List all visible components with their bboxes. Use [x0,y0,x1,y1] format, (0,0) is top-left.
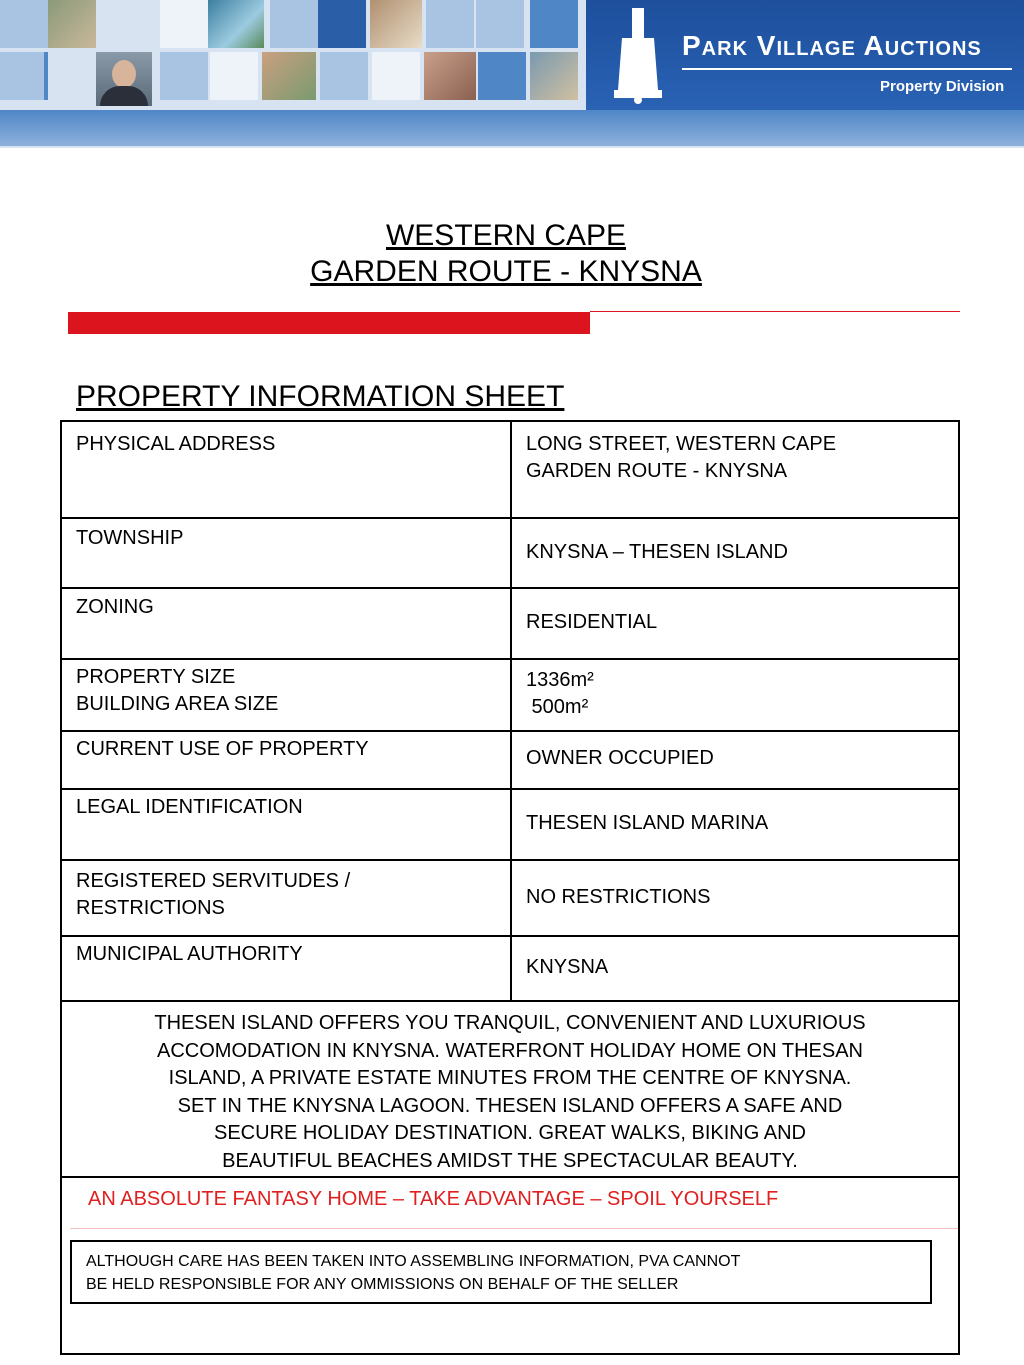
value-text: NO RESTRICTIONS [526,886,711,908]
description-line: ISLAND, A PRIVATE ESTATE MINUTES FROM THE CENTRE OF KNYSNA. [168,1067,852,1089]
value-text: OWNER OCCUPIED [526,747,714,769]
label-text: LEGAL IDENTIFICATION [76,796,303,818]
label-cell [62,732,512,788]
value-cell [512,589,958,658]
property-description [62,1002,958,1178]
row-legal-identification [62,790,958,861]
label-cell [62,937,512,1000]
label-text: PHYSICAL ADDRESS [76,433,276,455]
label-text: TOWNSHIP [76,527,184,549]
label-text: ZONING [76,596,154,618]
value-text: LONG STREET, WESTERN CAPE [526,433,837,455]
description-line: ACCOMODATION IN KNYSNA. WATERFRONT HOLIDAY HOME ON THESAN [157,1039,863,1062]
region-line-1: WESTERN CAPE [385,219,627,252]
value-cell [512,732,958,788]
divider [70,1228,958,1229]
value-text: THESEN ISLAND MARINA [526,812,769,834]
value-text: KNYSNA [526,956,609,978]
accent-bar [68,312,590,334]
label-text: REGISTERED SERVITUDES / [76,870,351,892]
value-cell [512,937,958,1000]
value-cell [512,790,958,859]
value-text: KNYSNA – THESEN ISLAND [526,541,788,563]
value-cell [512,422,958,517]
logo-subtitle: Property Division [880,78,1005,95]
row-municipal-authority [62,937,958,1002]
promo-text: AN ABSOLUTE FANTASY HOME – TAKE ADVANTAGE – SPOIL YOURSELF [88,1188,779,1210]
region-line-2: GARDEN ROUTE - KNYSNA [310,255,702,288]
row-physical-address [62,422,958,519]
company-logo [586,0,1024,110]
row-zoning [62,589,958,660]
value-text: RESIDENTIAL [526,611,658,633]
value-cell [512,861,958,935]
label-cell [62,589,512,658]
accent-line [590,311,960,312]
label-cell [62,422,512,517]
description-line: BEAUTIFUL BEACHES AMIDST THE SPECTACULAR BEAUTY. [222,1149,798,1172]
label-text: BUILDING AREA SIZE [76,693,279,715]
label-text: CURRENT USE OF PROPERTY [76,738,369,760]
description-line: THESEN ISLAND OFFERS YOU TRANQUIL, CONVENIENT AND LUXURIOUS [154,1012,866,1034]
value-text: 500m² [526,696,589,718]
disclaimer-line: BE HELD RESPONSIBLE FOR ANY OMMISSIONS ON BEHALF OF THE SELLER [86,1276,679,1293]
label-cell [62,790,512,859]
label-cell [62,519,512,587]
header-banner [0,0,1024,148]
disclaimer-box [70,1240,932,1304]
sheet-title: PROPERTY INFORMATION SHEET [76,380,565,413]
label-cell [62,660,512,730]
label-text: PROPERTY SIZE [76,666,236,688]
disclaimer-line: ALTHOUGH CARE HAS BEEN TAKEN INTO ASSEMBLING INFORMATION, PVA CANNOT [86,1253,741,1270]
value-text: 1336m² [526,669,594,691]
logo-title: Park Village Auctions [682,30,982,61]
property-info-table [60,420,960,1355]
row-current-use [62,732,958,790]
agent-photo [96,52,152,106]
description-line: SET IN THE KNYSNA LAGOON. THESEN ISLAND OFFERS A SAFE AND [177,1094,843,1117]
row-servitudes [62,861,958,937]
row-township [62,519,958,589]
row-property-size [62,660,958,732]
value-cell [512,660,958,730]
value-cell [512,519,958,587]
label-cell [62,861,512,935]
auction-bell-icon [608,8,668,104]
value-text: GARDEN ROUTE - KNYSNA [526,460,788,482]
label-text: RESTRICTIONS [76,897,225,919]
label-text: MUNICIPAL AUTHORITY [76,943,303,965]
description-line: SECURE HOLIDAY DESTINATION. GREAT WALKS, BIKING AND [214,1122,806,1144]
region-heading [0,218,1012,290]
